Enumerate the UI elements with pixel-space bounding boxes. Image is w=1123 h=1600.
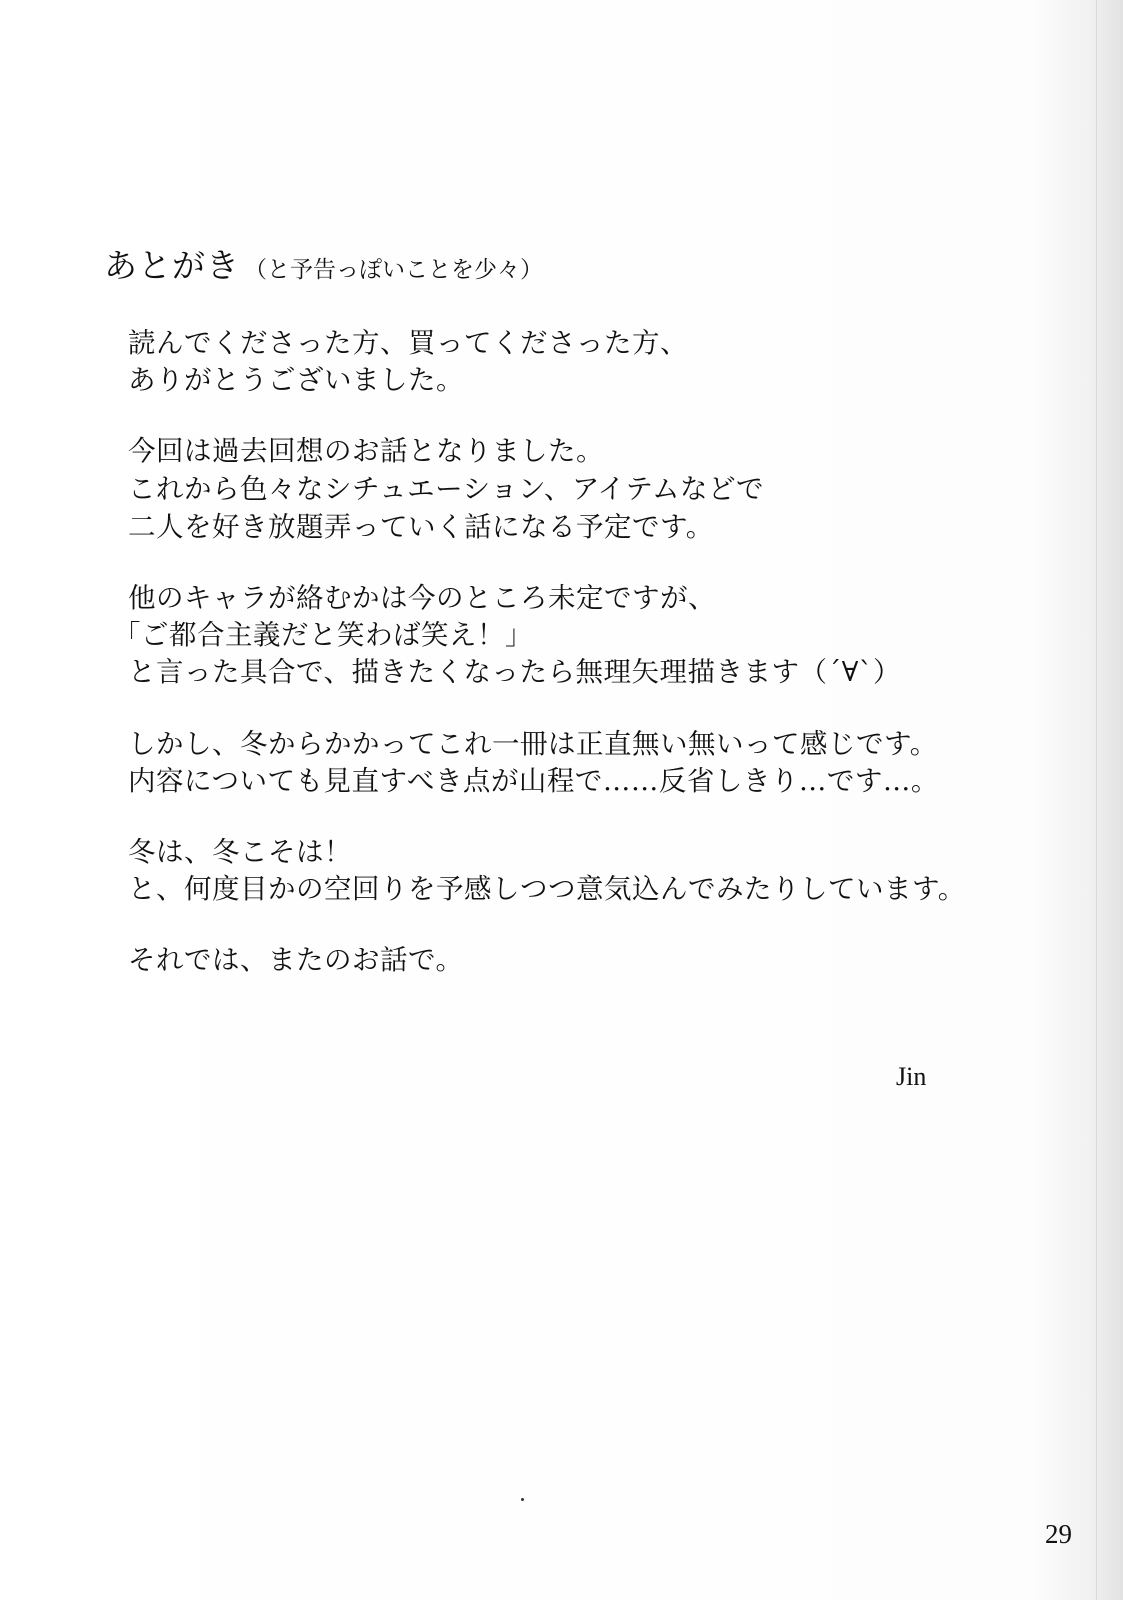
body-line: それでは、またのお話で。	[128, 944, 464, 976]
body-line-quote: 「ご都合主義だと笑わば笑え！」	[113, 619, 533, 651]
body-line: 今回は過去回想のお話となりました。	[128, 435, 604, 467]
heading-subtitle: （と予告っぽいことを少々）	[244, 257, 543, 283]
page-number: 29	[1045, 1519, 1072, 1549]
body-line: と言った具合で、描きたくなったら無理矢理描きます（´∀`）	[128, 656, 902, 688]
body-line: 冬は、冬こそは！	[128, 836, 352, 868]
heading-title: あとがき	[104, 246, 240, 285]
body-line: しかし、冬からかかってこれ一冊は正直無い無いって感じです。	[128, 728, 938, 760]
body-line: 読んでくださった方、買ってくださった方、	[128, 327, 688, 359]
scan-speck	[521, 1498, 524, 1501]
afterword-heading	[104, 240, 543, 287]
body-line: 内容についても見直すべき点が山程で……反省しきり…です…。	[128, 765, 939, 797]
body-line: と、何度目かの空回りを予感しつつ意気込んでみたりしています。	[128, 873, 966, 905]
author-signature: Jin	[896, 1062, 927, 1091]
body-line: これから色々なシチュエーション、アイテムなどで	[128, 473, 765, 505]
body-line: ありがとうございました。	[128, 364, 464, 396]
body-line: 二人を好き放題弄っていく話になる予定です。	[128, 511, 714, 543]
page-edge-shadow	[1096, 0, 1097, 1600]
body-line: 他のキャラが絡むかは今のところ未定ですが、	[128, 582, 716, 614]
